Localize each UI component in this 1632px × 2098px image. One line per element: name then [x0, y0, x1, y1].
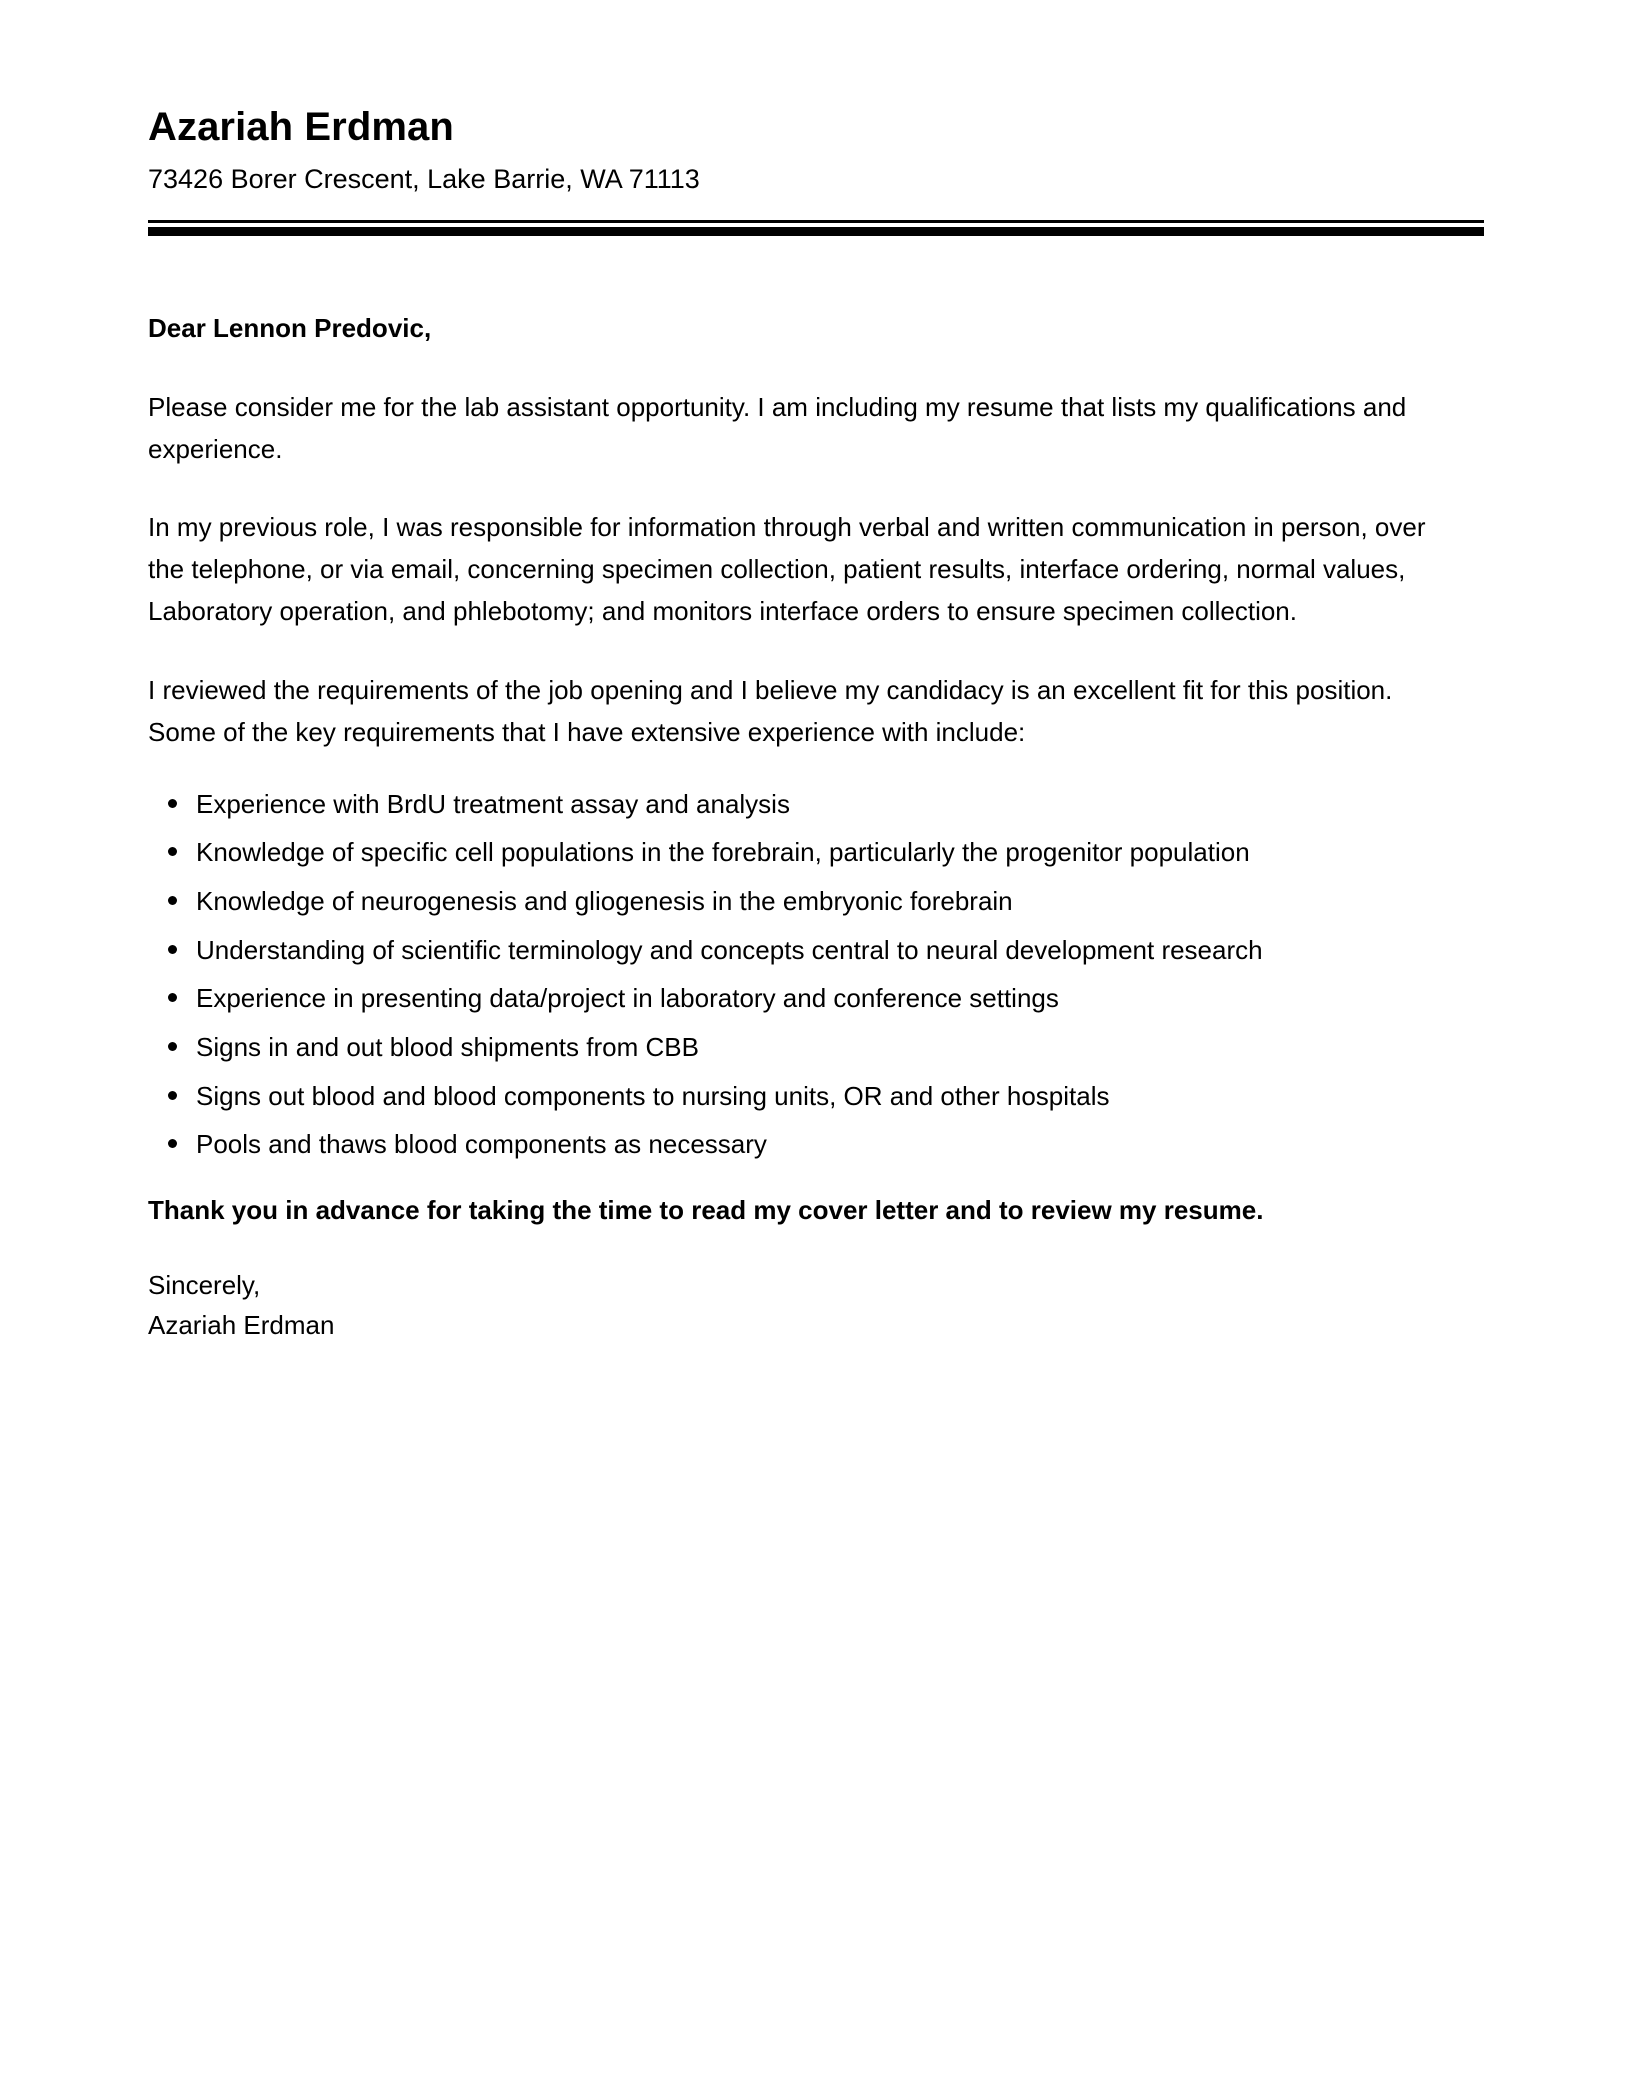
signoff-name: Azariah Erdman: [148, 1309, 335, 1340]
letterhead: [148, 0, 1484, 236]
list-item: [148, 935, 1484, 966]
signoff: Sincerely,: [148, 1269, 261, 1300]
list-item-label: Signs out blood and blood components to nursing units, OR and other hospitals: [196, 1080, 1110, 1111]
list-item: [148, 1032, 1484, 1063]
list-item-label: Experience in presenting data/project in laboratory and conference settings: [196, 983, 1059, 1014]
list-item: [148, 837, 1484, 868]
bullet-icon: [168, 1091, 177, 1100]
list-item-label: Signs in and out blood shipments from CBB: [196, 1032, 699, 1063]
list-item: [148, 886, 1484, 917]
sender-address: 73426 Borer Crescent, Lake Barrie, WA 71113: [148, 164, 700, 195]
header-divider: [148, 220, 1484, 236]
list-item-label: Knowledge of specific cell populations in the forebrain, particularly the progenitor population: [196, 837, 1250, 868]
list-item-label: Experience with BrdU treatment assay and analysis: [196, 788, 790, 819]
body-paragraph-2: In my previous role, I was responsible for information through verbal and written communication in person, over the telephone, or via email, concerning specimen collection, patient results, interface ordering, normal values, Laboratory operation, and phlebotomy; and monitors interface orders to ensure specimen collection.: [148, 512, 1426, 627]
bullet-icon: [168, 847, 177, 856]
list-item: [148, 1129, 1484, 1160]
bullet-icon: [168, 896, 177, 905]
body-paragraph-1: Please consider me for the lab assistant opportunity. I am including my resume that lists my qualifications and experience.: [148, 392, 1407, 465]
list-item-label: Knowledge of neurogenesis and gliogenesis in the embryonic forebrain: [196, 886, 1013, 917]
bullet-icon: [168, 993, 177, 1002]
thank-you-line: Thank you in advance for taking the time to read my cover letter and to review my resume.: [148, 1195, 1264, 1226]
list-item-label: Understanding of scientific terminology and concepts central to neural development research: [196, 934, 1263, 965]
salutation: Dear Lennon Predovic,: [148, 312, 432, 343]
sender-name: Azariah Erdman: [148, 105, 454, 149]
list-item: [148, 789, 1484, 820]
qualifications-list: [148, 789, 1484, 1160]
list-item-label: Pools and thaws blood components as necessary: [196, 1129, 767, 1160]
list-item: [148, 1081, 1484, 1112]
bullet-icon: [168, 799, 177, 808]
letter-sheet: [148, 0, 1484, 2098]
bullet-icon: [168, 1139, 177, 1148]
bullet-icon: [168, 1042, 177, 1051]
body-paragraph-3: I reviewed the requirements of the job opening and I believe my candidacy is an excellent fit for this position. Some of the key requirements that I have extensive experience with include:: [148, 674, 1393, 747]
divider-rule-thick: [148, 227, 1484, 236]
bullet-icon: [168, 945, 177, 954]
letter-body: [148, 310, 1484, 1346]
list-item: [148, 983, 1484, 1014]
